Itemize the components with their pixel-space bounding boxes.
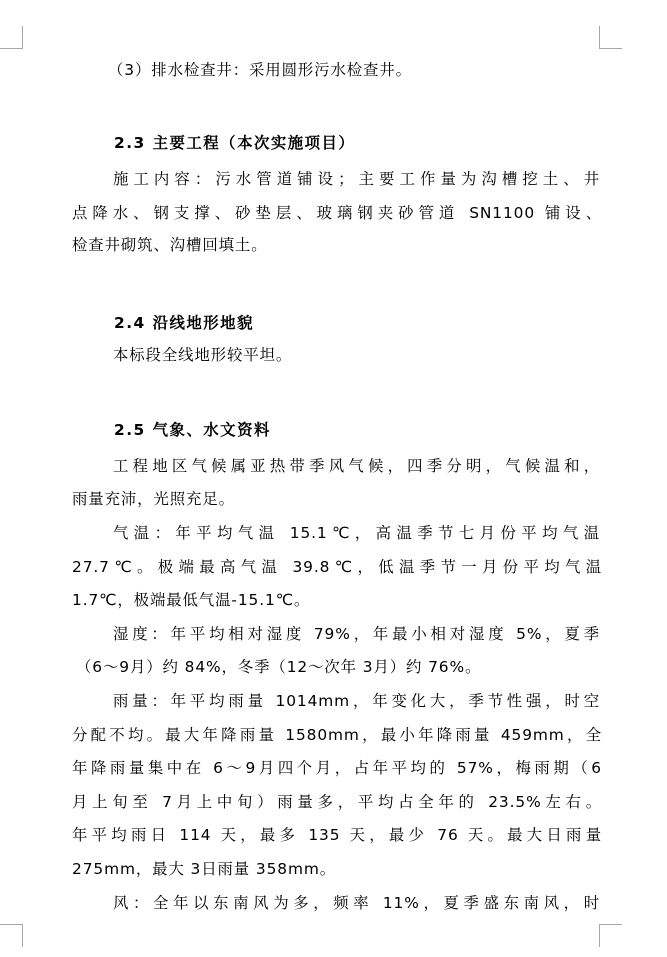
margin-corner-bottom-right: [599, 924, 622, 947]
paragraph-line: 湿度：年平均相对湿度 79%，年最小相对湿度 5%，夏季: [113, 625, 600, 643]
margin-corner-top-right: [599, 26, 622, 49]
paragraph-line: 月上旬至 7月上中旬）雨量多，平均占全年的 23.5%左右。: [72, 793, 602, 811]
paragraph-line: 本标段全线地形较平坦。: [113, 346, 293, 364]
paragraph-line: 27.7℃。极端最高气温 39.8℃，低温季节一月份平均气温: [72, 558, 602, 576]
paragraph-line: 施工内容：污水管道铺设；主要工作量为沟槽挖土、井: [113, 170, 600, 188]
paragraph-line: 年平均雨日 114 天，最多 135 天，最少 76 天。最大日雨量: [72, 826, 602, 844]
paragraph-line: 气温：年平均气温 15.1℃，高温季节七月份平均气温: [113, 524, 600, 542]
drainage-manhole-item: （3）排水检查井：采用圆形污水检查井。: [108, 61, 412, 79]
paragraph-line: （6～9月）约 84%，冬季（12～次年 3月）约 76%。: [76, 658, 482, 676]
paragraph-line: 1.7℃，极端最低气温-15.1℃。: [72, 591, 311, 609]
paragraph-line: 风：全年以东南风为多，频率 11%，夏季盛东南风，时: [113, 894, 600, 912]
paragraph-line: 点降水、钢支撑、砂垫层、玻璃钢夹砂管道 SN1100 铺设、: [72, 204, 602, 222]
paragraph-line: 年降雨量集中在 6～9月四个月，占年平均的 57%，梅雨期（6: [72, 759, 602, 777]
paragraph-line: 雨量：年平均雨量 1014mm，年变化大，季节性强，时空: [113, 692, 600, 710]
margin-corner-bottom-left: [0, 924, 23, 947]
paragraph-line: 工程地区气候属亚热带季风气候，四季分明，气候温和，: [113, 457, 600, 475]
section-heading-2-3: 2.3 主要工程（本次实施项目）: [114, 134, 356, 152]
paragraph-line: 275mm，最大 3日雨量 358mm。: [72, 860, 337, 878]
paragraph-line: 雨量充沛，光照充足。: [72, 490, 235, 508]
section-heading-2-5: 2.5 气象、水文资料: [114, 421, 271, 439]
paragraph-line: 检查井砌筑、沟槽回填土。: [72, 236, 268, 254]
paragraph-line: 分配不均。最大年降雨量 1580mm，最小年降雨量 459mm，全: [72, 726, 602, 744]
section-heading-2-4: 2.4 沿线地形地貌: [114, 314, 254, 332]
margin-corner-top-left: [0, 26, 23, 49]
